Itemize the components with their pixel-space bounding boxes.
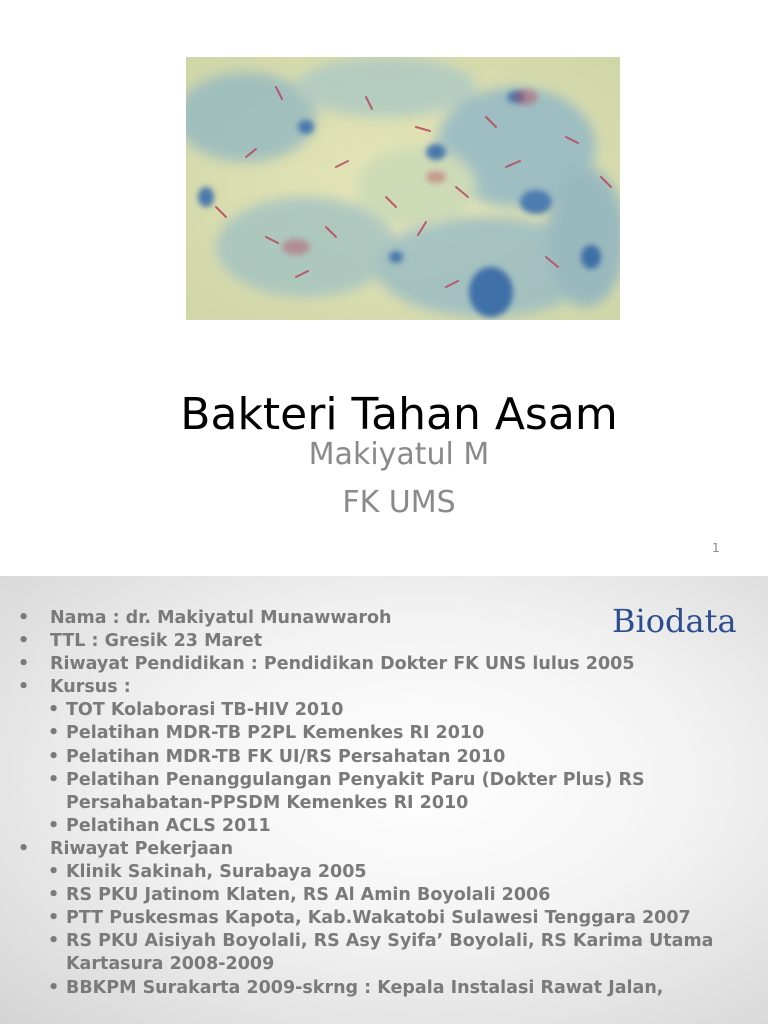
list-item: • TTL : Gresik 23 Maret: [18, 631, 263, 652]
page-number: 1: [712, 541, 720, 555]
list-item: • Pelatihan MDR-TB FK UI/RS Persahatan 2010: [48, 746, 506, 767]
microscopy-image: [186, 57, 620, 320]
slide-heading: Biodata: [612, 602, 737, 640]
list-item: • Pelatihan MDR-TB P2PL Kemenkes RI 2010: [48, 723, 485, 744]
list-item: • Riwayat Pekerjaan: [18, 838, 234, 859]
biodata-list: [18, 607, 758, 1000]
list-item: • BBKPM Surakarta 2009-skrng : Kepala Instalasi Rawat Jalan,: [48, 977, 664, 998]
list-item: • Riwayat Pendidikan : Pendidikan Dokter FK UNS lulus 2005: [18, 654, 635, 675]
slide-2: [0, 576, 768, 1024]
list-item: • RS PKU Aisiyah Boyolali, RS Asy Syifa’ Boyolali, RS Karima Utama Kartasura 2008-2009: [48, 931, 714, 975]
list-item: • Pelatihan ACLS 2011: [48, 815, 271, 836]
institution-name: FK UMS: [342, 485, 456, 520]
list-item: • Pelatihan Penanggulangan Penyakit Paru (Dokter Plus) RS Persahabatan-PPSDM Kemenkes RI 2010: [48, 769, 645, 813]
list-item: • TOT Kolaborasi TB-HIV 2010: [48, 700, 344, 721]
slide-title: Bakteri Tahan Asam: [180, 389, 618, 440]
list-item: • Kursus :: [18, 677, 131, 698]
list-item: • PTT Puskesmas Kapota, Kab.Wakatobi Sulawesi Tenggara 2007: [48, 908, 691, 929]
list-item: • Nama : dr. Makiyatul Munawwaroh: [18, 608, 392, 628]
list-item: • Klinik Sakinah, Surabaya 2005: [48, 862, 367, 883]
author-name: Makiyatul M: [308, 437, 490, 472]
list-item: • RS PKU Jatinom Klaten, RS Al Amin Boyolali 2006: [48, 885, 551, 906]
